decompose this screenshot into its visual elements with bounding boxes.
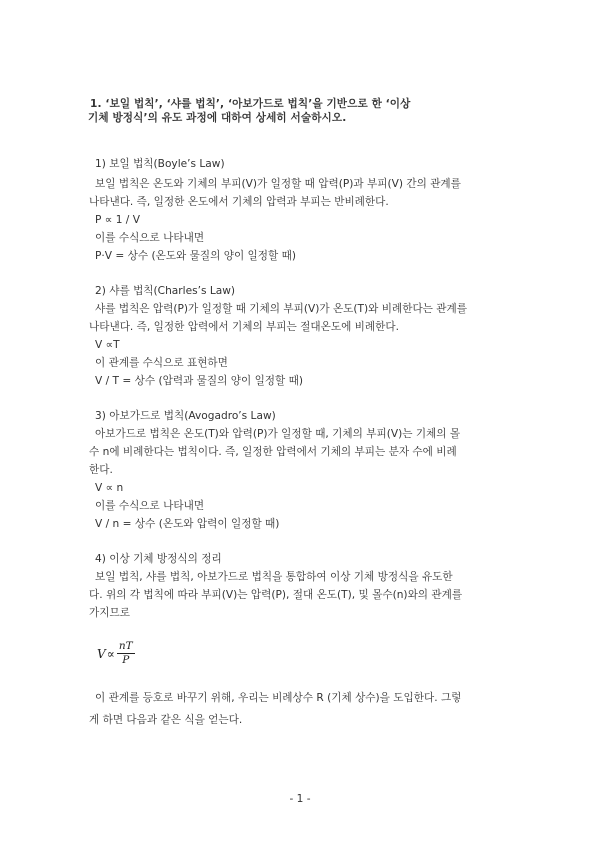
formula-text: P·V = 상수 (온도와 물질의 양이 일정할 때) bbox=[95, 250, 296, 262]
equation-fraction bbox=[117, 641, 135, 666]
formula-intro: 이를 수식으로 나타내면 bbox=[95, 500, 205, 512]
section-heading-charles: 2) 샤를 법칙(Charles’s Law) bbox=[95, 285, 236, 297]
proportional-symbol: ∝ bbox=[106, 646, 115, 661]
section-body-line: 나타낸다. 즉, 일정한 온도에서 기체의 압력과 부피는 반비례한다. bbox=[89, 196, 389, 208]
fraction-numerator: nT bbox=[118, 640, 133, 652]
page-number: - 1 - bbox=[289, 793, 311, 805]
title-line: 기체 방정식’의 유도 과정에 대하여 상세히 서술하시오. bbox=[88, 112, 347, 124]
section-body-line: 가지므로 bbox=[89, 607, 130, 619]
section-body-line: 다. 위의 각 법칙에 따라 부피(V)는 압력(P), 절대 온도(T), 및 몰수(n)와의 관계를 bbox=[89, 589, 463, 601]
fraction-denominator: P bbox=[122, 654, 130, 666]
formula-text: V / n = 상수 (온도와 압력이 일정할 때) bbox=[95, 518, 280, 530]
section-body-line: 샤를 법칙은 압력(P)가 일정할 때 기체의 부피(V)가 온도(T)와 비례한다는 관계를 bbox=[95, 303, 467, 315]
section-body-line: 한다. bbox=[89, 464, 113, 476]
formula-text: P ∝ 1 / V bbox=[95, 214, 140, 226]
section-heading-boyle: 1) 보일 법칙(Boyle’s Law) bbox=[95, 158, 225, 170]
closing-line: 게 하면 다음과 같은 식을 얻는다. bbox=[89, 714, 243, 726]
section-body-line: 보일 법칙은 온도와 기체의 부피(V)가 일정할 때 압력(P)과 부피(V) 간의 관계를 bbox=[95, 178, 461, 190]
equation-lhs: V bbox=[97, 646, 106, 661]
section-body-line: 아보가드로 법칙은 온도(T)와 압력(P)가 일정할 때, 기체의 부피(V)는 기체의 몰 bbox=[95, 428, 461, 440]
section-heading-avogadro: 3) 아보가드로 법칙(Avogadro’s Law) bbox=[95, 410, 276, 422]
proportionality-equation bbox=[97, 641, 135, 666]
formula-intro: 이 관계를 수식으로 표현하면 bbox=[95, 357, 228, 369]
section-body-line: 나타낸다. 즉, 일정한 압력에서 기체의 부피는 절대온도에 비례한다. bbox=[89, 321, 399, 333]
formula-intro: 이를 수식으로 나타내면 bbox=[95, 232, 205, 244]
formula-text: V ∝T bbox=[95, 339, 120, 351]
section-body-line: 보일 법칙, 샤를 법칙, 아보가드로 법칙을 통합하여 이상 기체 방정식을 유도한 bbox=[95, 571, 453, 583]
question-title bbox=[90, 97, 550, 125]
title-line: 1. ‘보일 법칙’, ‘샤를 법칙’, ‘아보가드로 법칙’을 기반으로 한 ‘이상 bbox=[90, 98, 411, 110]
formula-text: V / T = 상수 (압력과 물질의 양이 일정할 때) bbox=[95, 375, 304, 387]
closing-line: 이 관계를 등호로 바꾸기 위해, 우리는 비례상수 R (기체 상수)을 도입한다. 그렇 bbox=[95, 692, 462, 704]
section-body-line: 수 n에 비례한다는 법칙이다. 즉, 일정한 압력에서 기체의 부피는 분자 수에 비례 bbox=[89, 446, 457, 458]
formula-text: V ∝ n bbox=[95, 482, 124, 494]
section-heading-ideal-gas: 4) 이상 기체 방정식의 정리 bbox=[95, 553, 222, 565]
